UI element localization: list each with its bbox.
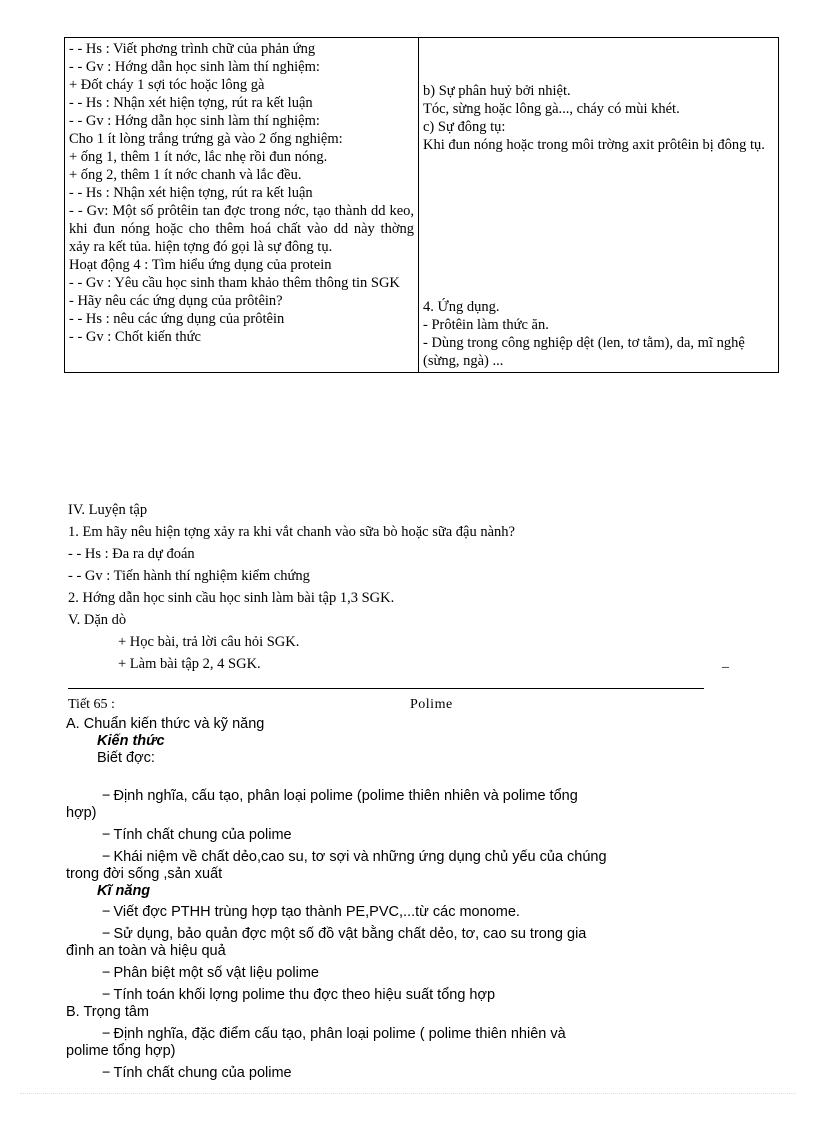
knowledge-item-cont: trong đời sống ,sản xuất: [66, 866, 223, 882]
table-line: - Prôtêin làm thức ăn.: [423, 317, 549, 333]
skills-label: Kĩ năng: [97, 883, 151, 899]
knowledge-intro: Biết đợc:: [97, 750, 155, 766]
knowledge-item: − Tính chất chung của polime: [66, 827, 766, 844]
practice-line: - - Hs : Đa ra dự đoán: [68, 546, 195, 562]
skill-item: − Phân biệt một số vật liệu polime: [66, 965, 766, 982]
table-line: + ống 1, thêm 1 ít nớc, lắc nhẹ rồi đun nóng.: [69, 149, 328, 165]
table-line: Tóc, sừng hoặc lông gà..., cháy có mùi khét.: [423, 101, 680, 117]
table-line: b) Sự phân huỷ bởi nhiệt.: [423, 83, 571, 99]
table-line: - - Gv: Một số prôtêin tan đợc trong nớc, tạo thành dd keo, khi đun nóng hoặc cho thêm hoá chất vào dd này thờng xảy ra kết tủa. hiện tợng đó gọi là sự đông tụ.: [69, 203, 414, 255]
table-line: - Hãy nêu các ứng dụng của prôtêin?: [69, 293, 283, 309]
skill-item: − Viết đợc PTHH trùng hợp tạo thành PE,PVC,...từ các monome.: [66, 904, 766, 921]
teacher-activity-cell: [65, 38, 419, 373]
table-line: - - Hs : Nhận xét hiện tợng, rút ra kết luận: [69, 95, 313, 111]
lesson-title: Polime: [410, 697, 453, 712]
knowledge-item: − Định nghĩa, cấu tạo, phân loại polime (polime thiên nhiên và polime tổng: [66, 788, 766, 805]
content-cell: [419, 38, 779, 373]
practice-title: IV. Luyện tập: [68, 502, 148, 518]
table-line: Hoạt động 4 : Tìm hiểu ứng dụng của protein: [69, 257, 332, 273]
table-line: + ống 2, thêm 1 ít nớc chanh và lắc đều.: [69, 167, 302, 183]
section-divider: [68, 688, 704, 689]
focus-item-cont: polime tổng hợp): [66, 1043, 176, 1059]
knowledge-item-cont: hợp): [66, 805, 97, 821]
table-line: + Đốt cháy 1 sợi tóc hoặc lông gà: [69, 77, 265, 93]
table-line: - - Gv : Hớng dẫn học sinh làm thí nghiệm:: [69, 59, 320, 75]
table-line: - - Hs : Nhận xét hiện tợng, rút ra kết luận: [69, 185, 313, 201]
section-b-heading: B. Trọng tâm: [66, 1004, 150, 1020]
polime-lesson: [66, 716, 766, 1082]
focus-item: − Định nghĩa, đặc điểm cấu tạo, phân loại polime ( polime thiên nhiên và: [66, 1026, 766, 1043]
practice-line: 2. Hớng dẫn học sinh cầu học sinh làm bài tập 1,3 SGK.: [68, 590, 395, 606]
table-line: - Dùng trong công nghiệp dệt (len, tơ tằm), da, mĩ nghệ (sừng, ngà) ...: [423, 335, 745, 369]
homework-line: + Học bài, trả lời câu hỏi SGK.: [118, 634, 300, 650]
section-a-heading: A. Chuẩn kiến thức và kỹ năng: [66, 716, 265, 732]
dash-mark: _: [722, 655, 729, 670]
practice-line: 1. Em hãy nêu hiện tợng xảy ra khi vắt chanh vào sữa bò hoặc sữa đậu nành?: [68, 524, 515, 540]
table-line: 4. Ứng dụng.: [423, 299, 500, 315]
blank-line: [66, 767, 766, 784]
knowledge-label: Kiến thức: [97, 733, 165, 749]
table-line: - - Gv : Yêu cầu học sinh tham khảo thêm thông tin SGK: [69, 275, 400, 291]
table-line: c) Sự đông tụ:: [423, 119, 506, 135]
table-line: Khi đun nóng hoặc trong môi trờng axit prôtêin bị đông tụ.: [423, 137, 765, 153]
table-line: - - Hs : Viết phơng trình chữ của phản ứng: [69, 41, 316, 57]
homework-title: V. Dặn dò: [68, 612, 127, 628]
skill-item-cont: đình an toàn và hiệu quả: [66, 943, 226, 959]
homework-line: + Làm bài tập 2, 4 SGK.: [118, 656, 261, 672]
table-line: - - Gv : Hớng dẫn học sinh làm thí nghiệm:: [69, 113, 320, 129]
lesson-number: Tiết 65 :: [68, 697, 115, 712]
page-footer-line: [20, 1093, 796, 1094]
lesson-table: [64, 37, 779, 373]
practice-line: - - Gv : Tiến hành thí nghiệm kiểm chứng: [68, 568, 310, 584]
table-line: - - Hs : nêu các ứng dụng của prôtêin: [69, 311, 285, 327]
cell-spacer: [423, 154, 774, 298]
practice-section: [68, 499, 515, 675]
focus-item: − Tính chất chung của polime: [66, 1065, 766, 1082]
table-line: Cho 1 ít lòng trắng trứng gà vào 2 ống nghiệm:: [69, 131, 343, 147]
skill-item: − Tính toán khối lợng polime thu đợc theo hiệu suất tổng hợp: [66, 987, 766, 1004]
knowledge-item: − Khái niệm về chất dẻo,cao su, tơ sợi và những ứng dụng chủ yếu của chúng: [66, 849, 766, 866]
table-line: - - Gv : Chốt kiến thức: [69, 329, 201, 345]
skill-item: − Sử dụng, bảo quản đợc một số đồ vật bằng chất dẻo, tơ, cao su trong gia: [66, 926, 766, 943]
